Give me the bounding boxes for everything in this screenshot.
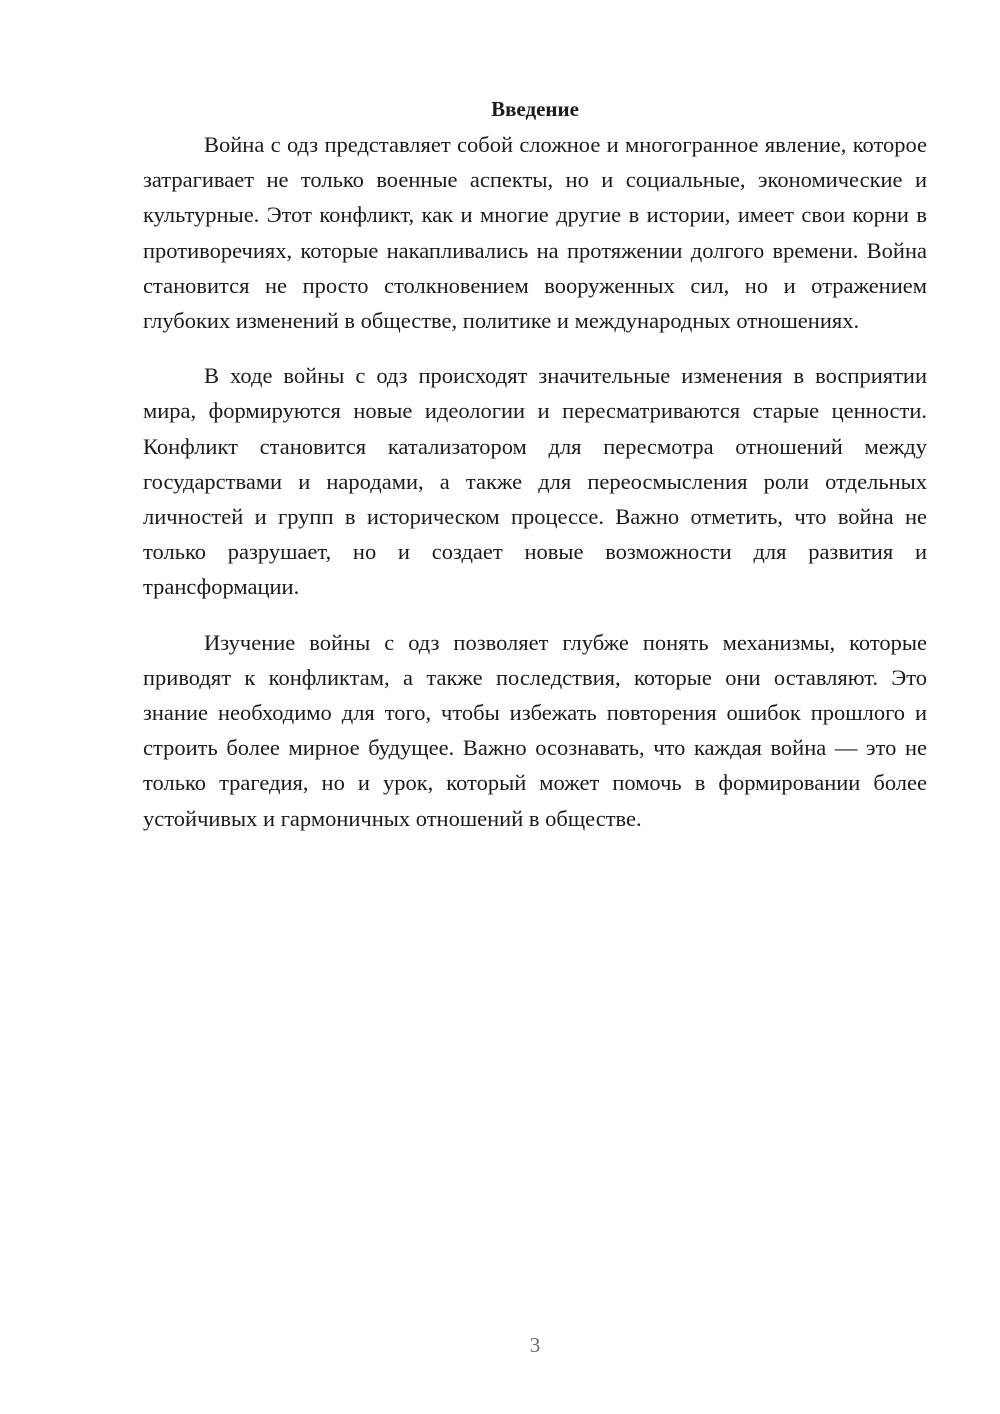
page-number: 3 [529, 1333, 541, 1357]
paragraph-1: Война с одз представляет собой сложное и многогранное явление, которое затрагивает не только военные аспекты, но и социальные, экономические и культурные. Этот конфликт, как и многие другие в истории, имеет свои корни в противоречиях, которые накапливались на протяжении долгого времени. Война становится не просто столкновением вооруженных сил, но и отражением глубоких изменений в обществе, политике и международных отношениях. [143, 132, 927, 334]
section-heading: Введение [491, 97, 579, 121]
paragraph-2: В ходе войны с одз происходят значительные изменения в восприятии мира, формируются новые идеологии и пересматриваются старые ценности. Конфликт становится катализатором для пересмотра отношений между государствами и народами, а также для переосмысления роли отдельных личностей и групп в историческом процессе. Важно отметить, что война не только разрушает, но и создает новые возможности для развития и трансформации. [143, 363, 927, 600]
paragraph-3: Изучение войны с одз позволяет глубже понять механизмы, которые приводят к конфликтам, а также последствия, которые они оставляют. Это знание необходимо для того, чтобы избежать повторения ошибок прошлого и строить более мирное будущее. Важно осознавать, что каждая война — это не только трагедия, но и урок, который может помочь в формировании более устойчивых и гармоничных отношений в обществе. [143, 629, 927, 831]
page-content [143, 92, 927, 856]
